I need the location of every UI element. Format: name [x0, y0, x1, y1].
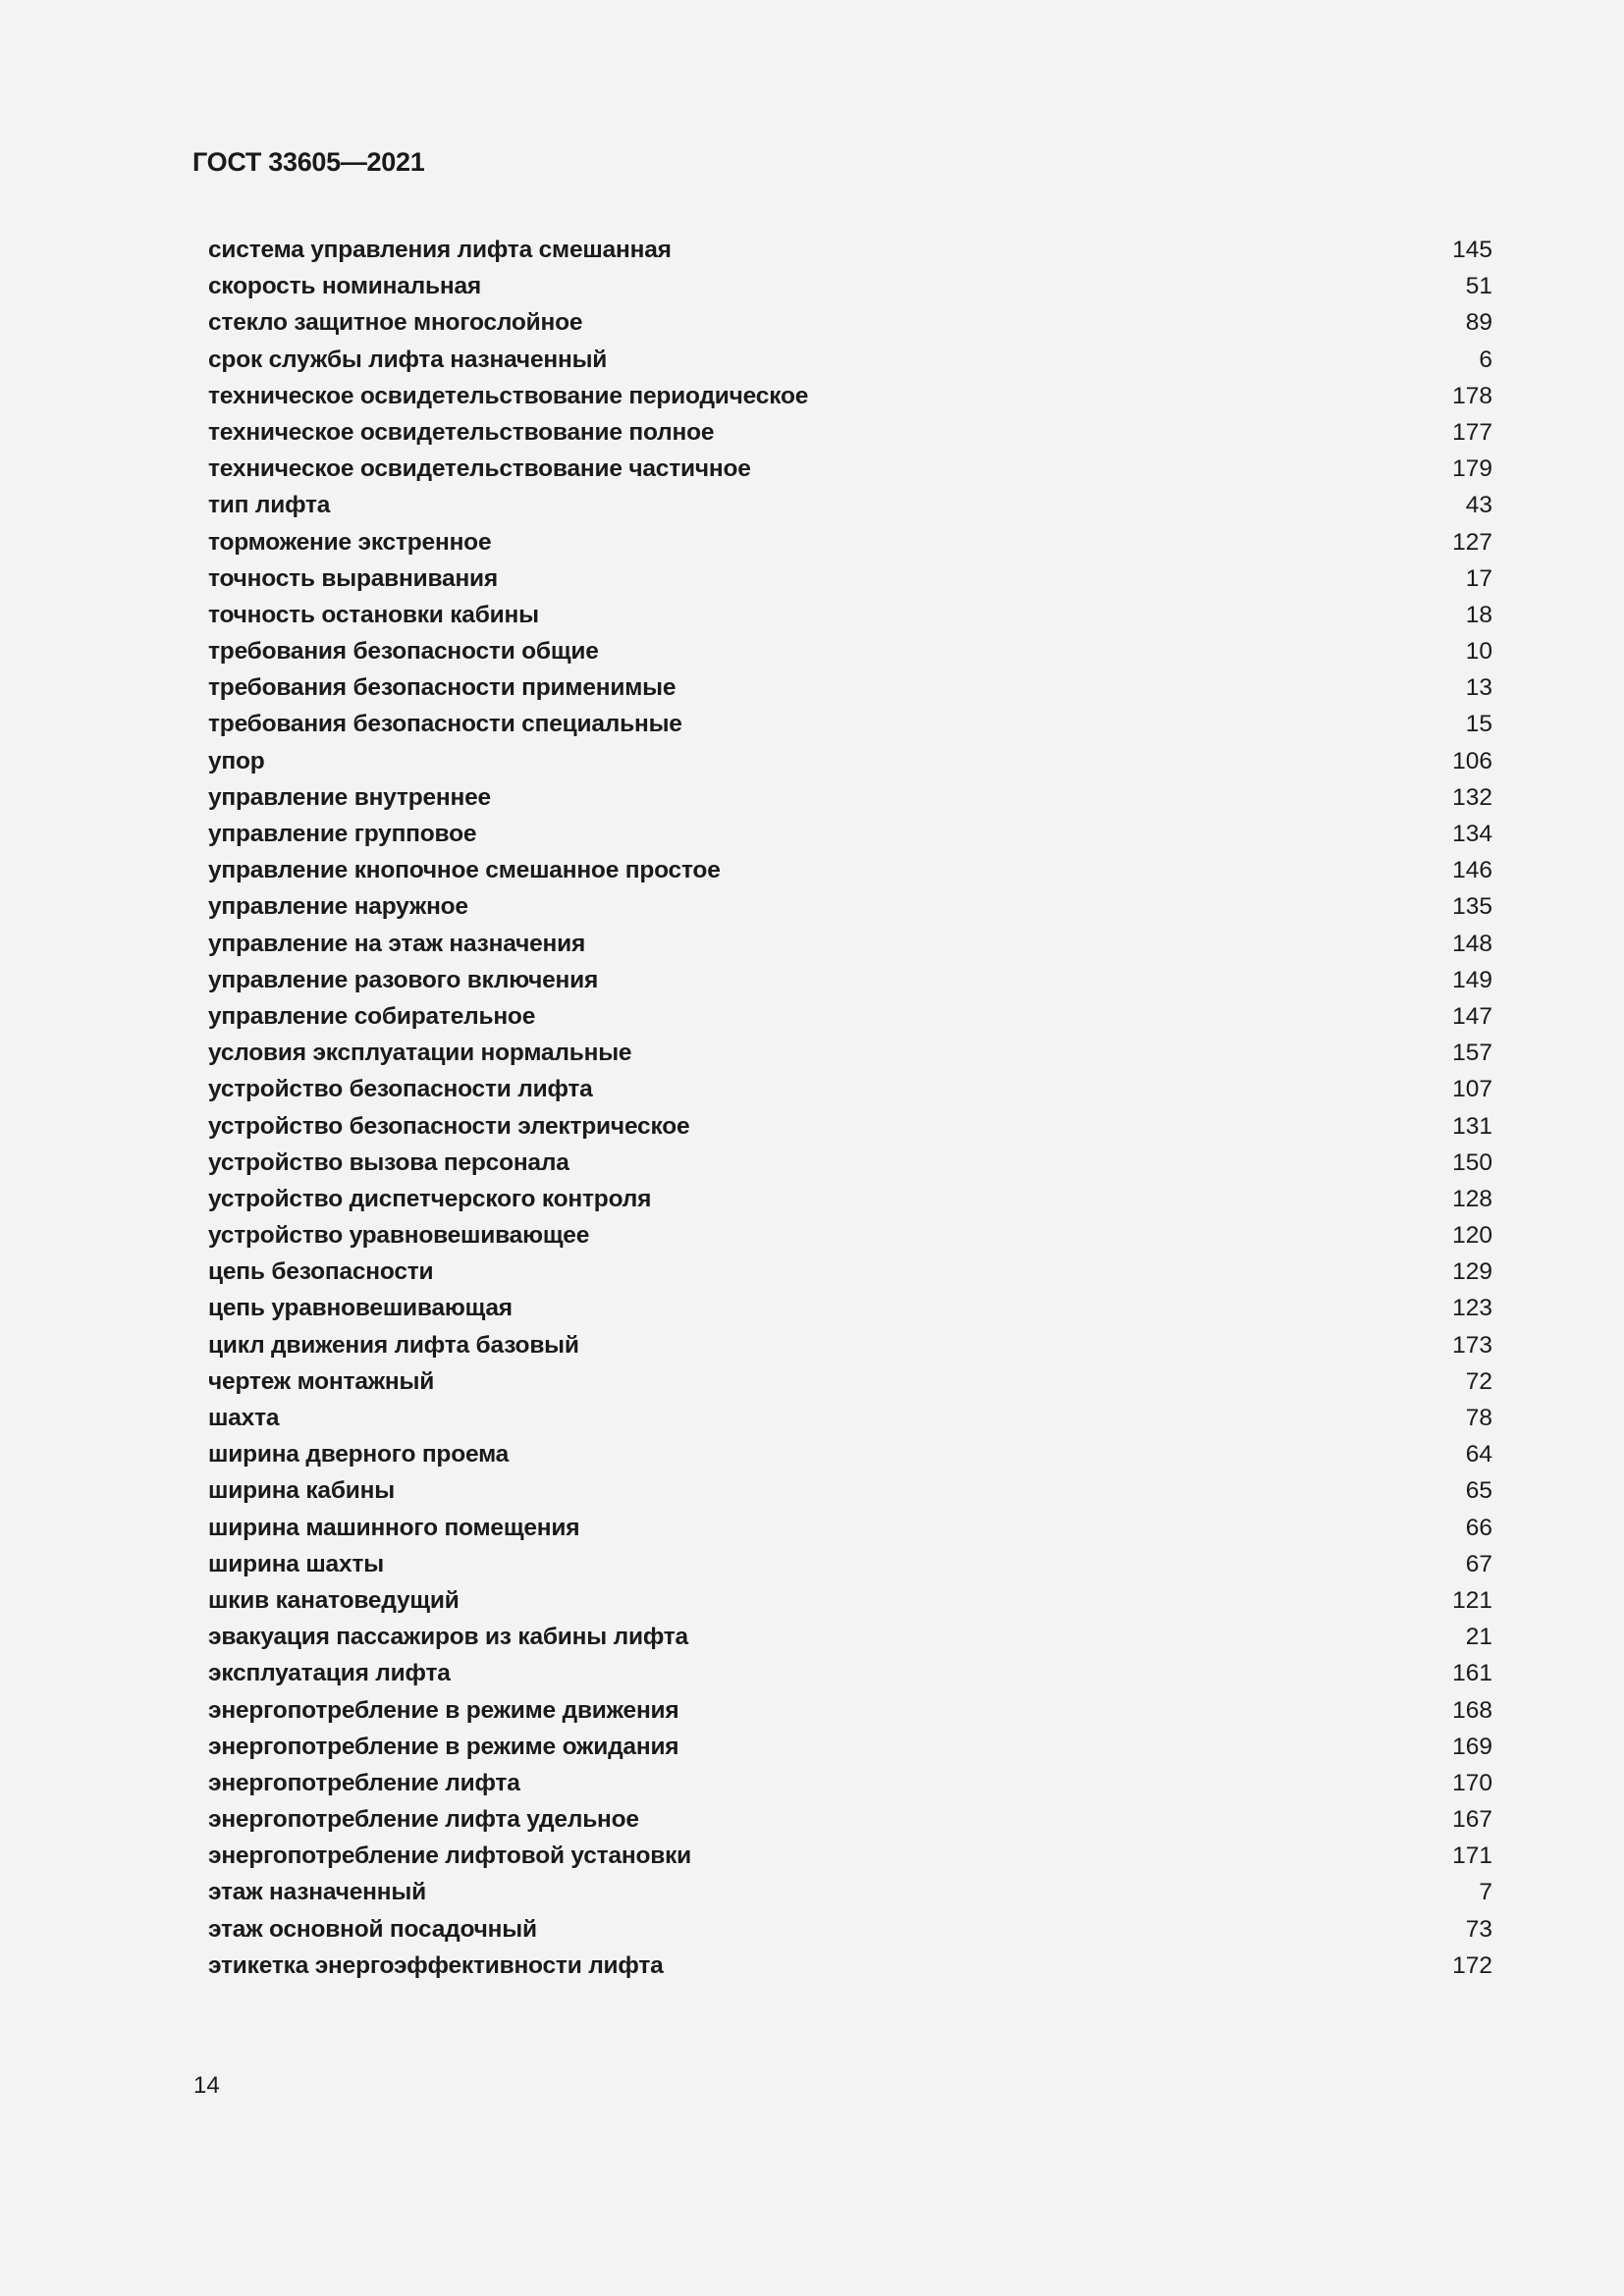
entry-term: этаж основной посадочный	[208, 1915, 537, 1943]
index-entry	[208, 451, 1492, 487]
entry-term: энергопотребление лифта	[208, 1769, 520, 1796]
entry-number: 169	[1452, 1733, 1492, 1760]
entry-number: 131	[1452, 1112, 1492, 1140]
index-entry	[208, 1911, 1492, 1948]
entry-number: 128	[1452, 1185, 1492, 1212]
index-entry	[208, 926, 1492, 962]
entry-number: 6	[1479, 346, 1492, 373]
index-entry	[208, 1363, 1492, 1400]
index-entry	[208, 1801, 1492, 1838]
entry-term: этикетка энергоэффективности лифта	[208, 1951, 664, 1979]
entry-term: управление внутреннее	[208, 783, 491, 811]
entry-number: 179	[1452, 455, 1492, 483]
index-entry	[208, 1400, 1492, 1436]
index-entry	[208, 268, 1492, 304]
index-list	[208, 232, 1492, 1984]
document-header: ГОСТ 33605—2021	[192, 147, 425, 177]
entry-term: упор	[208, 747, 265, 774]
entry-number: 172	[1452, 1951, 1492, 1979]
entry-term: управление наружное	[208, 893, 468, 921]
entry-number: 178	[1452, 382, 1492, 409]
entry-number: 150	[1452, 1148, 1492, 1176]
entry-number: 173	[1452, 1331, 1492, 1359]
index-entry	[208, 1838, 1492, 1874]
entry-number: 168	[1452, 1696, 1492, 1724]
entry-term: точность остановки кабины	[208, 601, 539, 628]
entry-number: 129	[1452, 1258, 1492, 1286]
index-entry	[208, 487, 1492, 523]
index-entry	[208, 1874, 1492, 1910]
entry-term: система управления лифта смешанная	[208, 237, 672, 263]
entry-number: 148	[1452, 930, 1492, 957]
entry-term: устройство безопасности лифта	[208, 1076, 593, 1103]
entry-number: 149	[1452, 966, 1492, 993]
entry-term: требования безопасности специальные	[208, 711, 682, 738]
index-entry	[208, 414, 1492, 451]
entry-term: управление собирательное	[208, 1002, 536, 1030]
entry-term: управление на этаж назначения	[208, 930, 586, 957]
index-entry	[208, 1071, 1492, 1107]
index-entry	[208, 1729, 1492, 1765]
entry-term: цикл движения лифта базовый	[208, 1331, 579, 1359]
index-entry	[208, 1472, 1492, 1509]
index-entry	[208, 669, 1492, 706]
entry-number: 21	[1465, 1624, 1492, 1651]
entry-term: шахта	[208, 1405, 280, 1431]
entry-term: цепь уравновешивающая	[208, 1295, 513, 1322]
entry-term: управление групповое	[208, 821, 477, 847]
entry-term: условия эксплуатации нормальные	[208, 1040, 632, 1067]
entry-term: чертеж монтажный	[208, 1367, 435, 1395]
page-number: 14	[193, 2072, 220, 2099]
index-entry	[208, 1546, 1492, 1582]
index-entry	[208, 1692, 1492, 1729]
entry-number: 10	[1465, 638, 1492, 666]
index-entry	[208, 1108, 1492, 1145]
index-entry	[208, 998, 1492, 1035]
entry-number: 145	[1452, 237, 1492, 263]
entry-term: срок службы лифта назначенный	[208, 346, 608, 373]
entry-term: энергопотребление в режиме движения	[208, 1696, 679, 1724]
index-entry	[208, 1145, 1492, 1181]
entry-number: 167	[1452, 1806, 1492, 1834]
entry-term: эвакуация пассажиров из кабины лифта	[208, 1624, 688, 1651]
entry-term: требования безопасности общие	[208, 638, 599, 666]
index-entry	[208, 1510, 1492, 1546]
index-entry	[208, 561, 1492, 597]
entry-term: управление разового включения	[208, 966, 599, 993]
index-entry	[208, 1217, 1492, 1254]
entry-term: скорость номинальная	[208, 273, 482, 300]
entry-number: 51	[1465, 273, 1492, 300]
index-entry	[208, 597, 1492, 633]
index-entry	[208, 1765, 1492, 1801]
index-entry	[208, 1619, 1492, 1655]
entry-term: устройство уравновешивающее	[208, 1222, 590, 1250]
index-entry	[208, 1254, 1492, 1290]
entry-term: устройство безопасности электрическое	[208, 1112, 690, 1140]
entry-number: 89	[1465, 309, 1492, 337]
entry-number: 161	[1452, 1660, 1492, 1687]
entry-term: ширина дверного проема	[208, 1441, 510, 1468]
index-entry	[208, 304, 1492, 341]
index-entry	[208, 1181, 1492, 1217]
entry-number: 66	[1465, 1514, 1492, 1541]
entry-number: 107	[1452, 1076, 1492, 1103]
entry-number: 127	[1452, 528, 1492, 556]
index-entry	[208, 1582, 1492, 1619]
entry-number: 73	[1465, 1915, 1492, 1943]
entry-number: 43	[1465, 492, 1492, 519]
entry-term: техническое освидетельствование полное	[208, 418, 715, 446]
entry-term: стекло защитное многослойное	[208, 309, 583, 337]
entry-term: ширина шахты	[208, 1550, 384, 1577]
entry-number: 132	[1452, 783, 1492, 811]
entry-number: 65	[1465, 1477, 1492, 1505]
entry-number: 15	[1465, 711, 1492, 738]
entry-number: 64	[1465, 1441, 1492, 1468]
entry-term: техническое освидетельствование частичное	[208, 455, 751, 483]
entry-term: шкив канатоведущий	[208, 1586, 460, 1614]
entry-number: 18	[1465, 601, 1492, 628]
entry-term: устройство диспетчерского контроля	[208, 1185, 652, 1212]
entry-number: 13	[1465, 674, 1492, 702]
entry-term: тип лифта	[208, 492, 331, 519]
index-entry	[208, 378, 1492, 414]
index-entry	[208, 1290, 1492, 1326]
entry-term: этаж назначенный	[208, 1879, 426, 1906]
entry-number: 67	[1465, 1550, 1492, 1577]
entry-term: управление кнопочное смешанное простое	[208, 857, 721, 884]
entry-number: 177	[1452, 418, 1492, 446]
index-entry	[208, 633, 1492, 669]
entry-term: точность выравнивания	[208, 564, 499, 592]
index-entry	[208, 1655, 1492, 1691]
entry-term: торможение экстренное	[208, 528, 492, 556]
entry-number: 171	[1452, 1842, 1492, 1870]
entry-number: 120	[1452, 1222, 1492, 1250]
entry-number: 123	[1452, 1295, 1492, 1322]
index-entry	[208, 1948, 1492, 1984]
entry-term: ширина машинного помещения	[208, 1514, 580, 1541]
entry-number: 147	[1452, 1002, 1492, 1030]
index-entry	[208, 816, 1492, 852]
entry-number: 135	[1452, 893, 1492, 921]
entry-term: ширина кабины	[208, 1477, 395, 1505]
entry-number: 7	[1479, 1879, 1492, 1906]
index-entry	[208, 342, 1492, 378]
index-entry	[208, 232, 1492, 268]
entry-term: требования безопасности применимые	[208, 674, 677, 702]
index-entry	[208, 524, 1492, 561]
entry-term: энергопотребление в режиме ожидания	[208, 1733, 679, 1760]
index-entry	[208, 1035, 1492, 1071]
index-entry	[208, 962, 1492, 998]
index-entry	[208, 852, 1492, 888]
entry-term: энергопотребление лифта удельное	[208, 1806, 639, 1834]
entry-number: 146	[1452, 857, 1492, 884]
entry-number: 17	[1465, 564, 1492, 592]
index-entry	[208, 1436, 1492, 1472]
entry-number: 170	[1452, 1769, 1492, 1796]
entry-term: цепь безопасности	[208, 1258, 434, 1286]
entry-term: эксплуатация лифта	[208, 1660, 451, 1687]
index-entry	[208, 779, 1492, 816]
entry-term: техническое освидетельствование периодическое	[208, 382, 809, 409]
index-entry	[208, 743, 1492, 779]
entry-number: 121	[1452, 1586, 1492, 1614]
entry-number: 72	[1465, 1367, 1492, 1395]
index-entry	[208, 706, 1492, 742]
entry-term: устройство вызова персонала	[208, 1148, 569, 1176]
entry-term: энергопотребление лифтовой установки	[208, 1842, 692, 1870]
index-entry	[208, 888, 1492, 925]
index-entry	[208, 1327, 1492, 1363]
entry-number: 134	[1452, 821, 1492, 847]
entry-number: 157	[1452, 1040, 1492, 1067]
entry-number: 106	[1452, 747, 1492, 774]
entry-number: 78	[1465, 1405, 1492, 1431]
